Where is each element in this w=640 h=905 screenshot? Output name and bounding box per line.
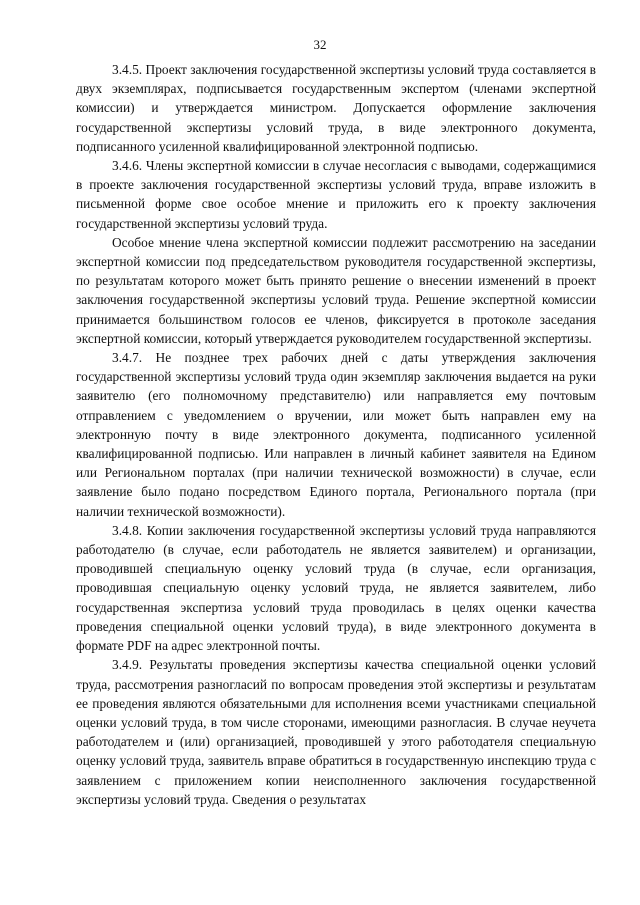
document-body bbox=[76, 60, 596, 809]
paragraph-3-4-9: 3.4.9. Результаты проведения экспертизы качества специальной оценки условий труда, рассмотрения разногласий по вопросам проведения этой экспертизы и результатам ее проведения являются обязательными для исполнения всеми участниками специальной оценки условий труда, в том числе сторонами, имеющими разногласия. В случае неучета работодателем и (или) организацией, проводившей у этого работодателя специальную оценку условий труда, заявитель вправе обратиться в государственную инспекцию труда с заявлением с приложением копии неисполненного заключения государственной экспертизы условий труда. Сведения о результатах bbox=[76, 657, 596, 807]
paragraph-3-4-8: 3.4.8. Копии заключения государственной экспертизы условий труда направляются работодателю (в случае, если работодатель не является заявителем) и организации, проводившей специальную оценку условий труда (в случае, если организация, проводившая специальную оценку условий труда, не является заявителем, либо государственная экспертиза условий труда проводилась в целях оценки качества проведения специальной оценки условий труда), в виде электронного документа в формате PDF на адрес электронной почты. bbox=[76, 522, 596, 654]
paragraph-3-4-6: 3.4.6. Члены экспертной комиссии в случае несогласия с выводами, содержащимися в проекте заключения государственной экспертизы условий труда, вправе изложить в письменной форме свое особое мнение и приложить его к проекту заключения государственной экспертизы условий труда. bbox=[76, 158, 596, 231]
paragraph-special-opinion: Особое мнение члена экспертной комиссии подлежит рассмотрению на заседании экспертной комиссии под председательством руководителя государственной экспертизы, по результатам которого может быть принято решение о внесении изменений в проект заключения государственной экспертизы условий труда. Решение экспертной комиссии принимается большинством голосов ее членов, фиксируется в протоколе заседания экспертной комиссии, который утверждается руководителем государственной экспертизы. bbox=[76, 234, 596, 346]
paragraph-3-4-5: 3.4.5. Проект заключения государственной экспертизы условий труда составляется в двух экземплярах, подписывается государственным экспертом (членами экспертной комиссии) и утверждается министром. Допускается оформление заключения государственной экспертизы условий труда, в виде электронного документа, подписанного усиленной квалифицированной электронной подписью. bbox=[76, 62, 596, 154]
paragraph-3-4-7: 3.4.7. Не позднее трех рабочих дней с даты утверждения заключения государственной экспертизы условий труда один экземпляр заключения выдается на руки заявителю (его полномочному представителю) или направляется ему почтовым отправлением с уведомлением о вручении, или может быть направлен ему на электронную почту в виде электронного документа, подписанного усиленной квалифицированной подписью. Или направлен в личный кабинет заявителя на Едином или Региональном порталах (при наличии технической возможности) в случае, если заявление было подано посредством Единого портала, Регионального портала (при наличии технической возможности). bbox=[76, 350, 596, 519]
page-number: 32 bbox=[313, 37, 327, 52]
